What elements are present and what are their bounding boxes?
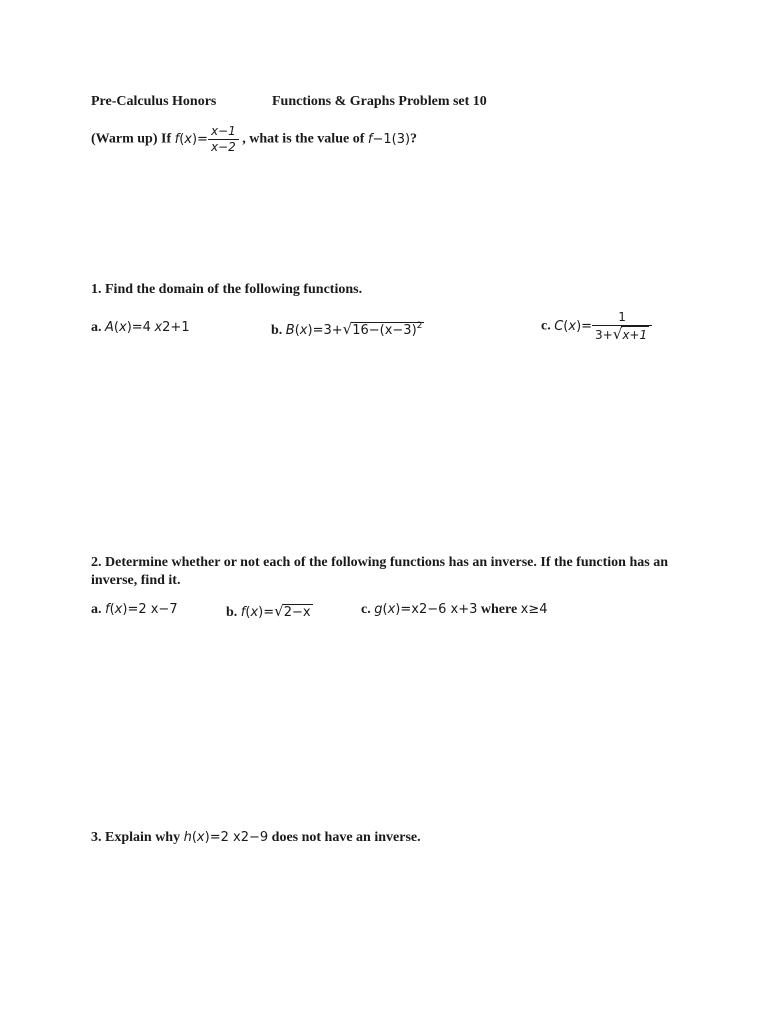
sqrt-icon: √	[612, 325, 623, 343]
warmup-fraction	[208, 124, 239, 155]
q3-tail: −9	[248, 830, 269, 845]
q1-b-name: B	[285, 323, 295, 338]
q3-question: 3. Explain why h(x)=2 x2−9 does not have an inverse.	[91, 830, 421, 845]
q1-part-c: c. C(x)= $\frac{1}{3+√x+1}$	[541, 310, 652, 343]
q1-a-label: a.	[91, 320, 102, 335]
q1-c-den-radicand: x+1	[622, 328, 648, 342]
q2-c-where: where	[480, 602, 518, 617]
course-title: Pre-Calculus Honors	[91, 94, 217, 109]
warmup-end: ?	[410, 131, 418, 147]
q1-c-numerator: 1	[592, 310, 652, 326]
q2-part-a: a. f(x)=2 x−7	[91, 602, 178, 617]
q1-c-name: C	[554, 318, 564, 334]
warmup-question: (Warm up) If f(x)= $\frac{x-1}{x-2}$ , what is the value of f−1(3)?	[91, 124, 418, 154]
q1-b-radicand: $16-(x-3)^2$	[352, 321, 423, 338]
q1-b-label: b.	[271, 323, 283, 338]
q2-c-condition: x≥4	[520, 602, 548, 617]
warmup-denominator: x−2	[210, 140, 236, 154]
q1-c-label: c.	[541, 318, 551, 334]
q2-c-name: g	[374, 602, 383, 617]
q3-rhs: =2 x	[209, 830, 241, 845]
q1-c-fraction	[592, 310, 652, 343]
q2-part-c: c. g(x)=x2−6 x+3 where x≥4	[361, 602, 548, 617]
warmup-inverse-func: f	[367, 131, 373, 147]
q2-a-label: a.	[91, 602, 102, 617]
q1-c-den-pre: 3+	[595, 328, 613, 342]
warmup-func: f	[174, 131, 180, 147]
q2-a-rhs: =2 x−7	[127, 602, 178, 617]
warmup-prefix: (Warm up) If	[91, 131, 172, 147]
q1-b-rhs: =3+	[312, 323, 343, 338]
warmup-question-text: , what is the value of	[242, 131, 365, 147]
q1-a-tail: +1	[170, 320, 190, 335]
q2-prompt-line2: inverse, find it.	[91, 573, 181, 588]
sqrt-icon: √	[274, 602, 284, 620]
q1-a-name: A	[105, 320, 114, 335]
sqrt-icon: √	[342, 320, 353, 338]
warmup-numerator: x−1	[208, 124, 239, 140]
q1-part-a: a. A(x)=4 x2+1	[91, 320, 190, 335]
problem-set-title: Functions & Graphs Problem set 10	[272, 94, 487, 109]
q2-c-tail: −6 x+3	[427, 602, 478, 617]
q1-prompt: 1. Find the domain of the following functions.	[91, 282, 363, 297]
q2-prompt-line1: 2. Determine whether or not each of the following functions has an inverse. If the function has an	[91, 555, 668, 570]
q2-c-rhs: =x	[400, 602, 419, 617]
q2-b-radicand: 2−x	[283, 605, 311, 620]
q2-b-name: f	[240, 605, 246, 620]
q3-prefix: 3. Explain why	[91, 830, 181, 845]
q1-b-exponent: 2	[416, 321, 423, 331]
q3-name: h	[183, 830, 192, 845]
q1-a-x: x	[154, 320, 163, 335]
q1-a-rhs: =4	[131, 320, 151, 335]
q2-a-name: f	[105, 602, 110, 617]
warmup-inverse-arg: (3)	[391, 131, 411, 147]
q1-part-b: b. $B(x)=3+√16-(x-3)^2$	[271, 320, 423, 338]
q2-b-label: b.	[226, 605, 238, 620]
q2-part-b: b. f(x)=√2−x	[226, 602, 311, 620]
q3-suffix: does not have an inverse.	[271, 830, 421, 845]
q2-c-label: c.	[361, 602, 371, 617]
warmup-var: x	[184, 131, 192, 147]
